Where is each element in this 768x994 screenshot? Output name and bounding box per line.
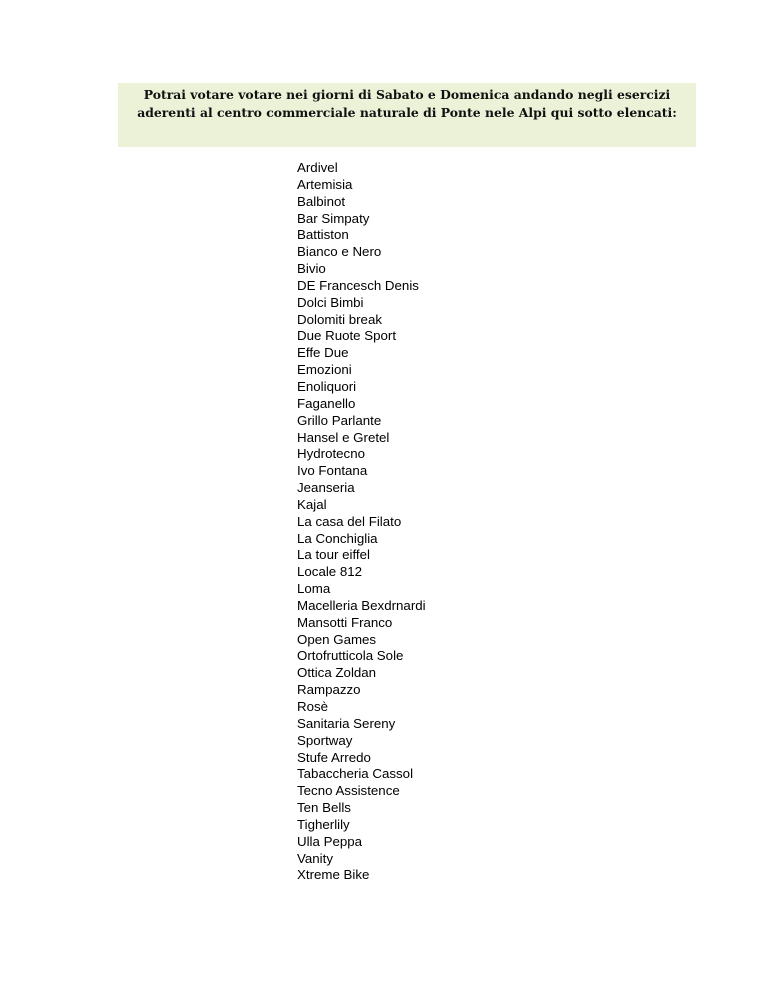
shop-list-item: Ottica Zoldan bbox=[297, 665, 377, 681]
shop-list-item: La Conchiglia bbox=[297, 530, 378, 546]
shop-list-item: Bianco e Nero bbox=[297, 244, 382, 260]
header-text bbox=[118, 83, 696, 122]
shop-list-item: Dolomiti break bbox=[297, 311, 382, 327]
shop-list-item: Rosè bbox=[297, 699, 329, 714]
header-line-1: Potrai votare votare nei giorni di Sabato e Domenica andando negli esercizi bbox=[143, 87, 671, 102]
shop-list-item: Locale 812 bbox=[297, 564, 363, 580]
shop-list-item: La tour eiffel bbox=[297, 547, 370, 563]
shop-list-item: Tabaccheria Cassol bbox=[297, 766, 414, 782]
shop-list-item: Rampazzo bbox=[297, 682, 361, 698]
shop-list-item: Ardivel bbox=[297, 160, 338, 175]
header-banner bbox=[118, 83, 696, 147]
shop-list-item: Hansel e Gretel bbox=[297, 429, 390, 445]
shop-list-item: Ivo Fontana bbox=[297, 463, 368, 479]
shop-list-item: La casa del Filato bbox=[297, 513, 402, 529]
header-line-2: aderenti al centro commerciale naturale di Ponte nele Alpi qui sotto elencati: bbox=[137, 105, 677, 120]
shop-list-item: Ulla Peppa bbox=[297, 833, 363, 849]
shop-list-item: Artemisia bbox=[297, 176, 353, 192]
shop-list-item: Vanity bbox=[297, 850, 333, 866]
shop-list-item: DE Francesch Denis bbox=[297, 277, 419, 293]
shop-list-item: Open Games bbox=[297, 631, 377, 647]
shop-list-item: Tigherlily bbox=[297, 816, 350, 832]
shop-list-item: Emozioni bbox=[297, 362, 352, 378]
shop-list-item: Sportway bbox=[297, 732, 353, 748]
shop-list bbox=[297, 160, 426, 884]
shop-list-item: Loma bbox=[297, 581, 331, 597]
shop-list-item: Sanitaria Sereny bbox=[297, 715, 396, 731]
shop-list-item: Bar Simpaty bbox=[297, 210, 370, 226]
shop-list-item: Kajal bbox=[297, 496, 327, 512]
shop-list-item: Jeanseria bbox=[297, 480, 355, 496]
shop-list-item: Effe Due bbox=[297, 345, 349, 361]
shop-list-item: Hydrotecno bbox=[297, 446, 365, 462]
shop-list-item: Grillo Parlante bbox=[297, 412, 382, 428]
shop-list-item: Mansotti Franco bbox=[297, 614, 393, 630]
shop-list-item: Bivio bbox=[297, 261, 326, 277]
shop-list-item: Faganello bbox=[297, 395, 356, 411]
shop-list-item: Enoliquori bbox=[297, 378, 357, 394]
shop-list-item: Macelleria Bexdrnardi bbox=[297, 597, 426, 613]
shop-list-item: Ten Bells bbox=[297, 800, 351, 816]
shop-list-item: Xtreme Bike bbox=[297, 867, 370, 883]
shop-list-item: Tecno Assistence bbox=[297, 783, 400, 799]
shop-list-item: Ortofrutticola Sole bbox=[297, 648, 404, 664]
shop-list-item: Dolci Bimbi bbox=[297, 294, 364, 310]
shop-list-item: Battiston bbox=[297, 227, 349, 243]
shop-list-item: Stufe Arredo bbox=[297, 749, 371, 765]
shop-list-item: Balbinot bbox=[297, 193, 346, 209]
shop-list-item: Due Ruote Sport bbox=[297, 328, 397, 344]
